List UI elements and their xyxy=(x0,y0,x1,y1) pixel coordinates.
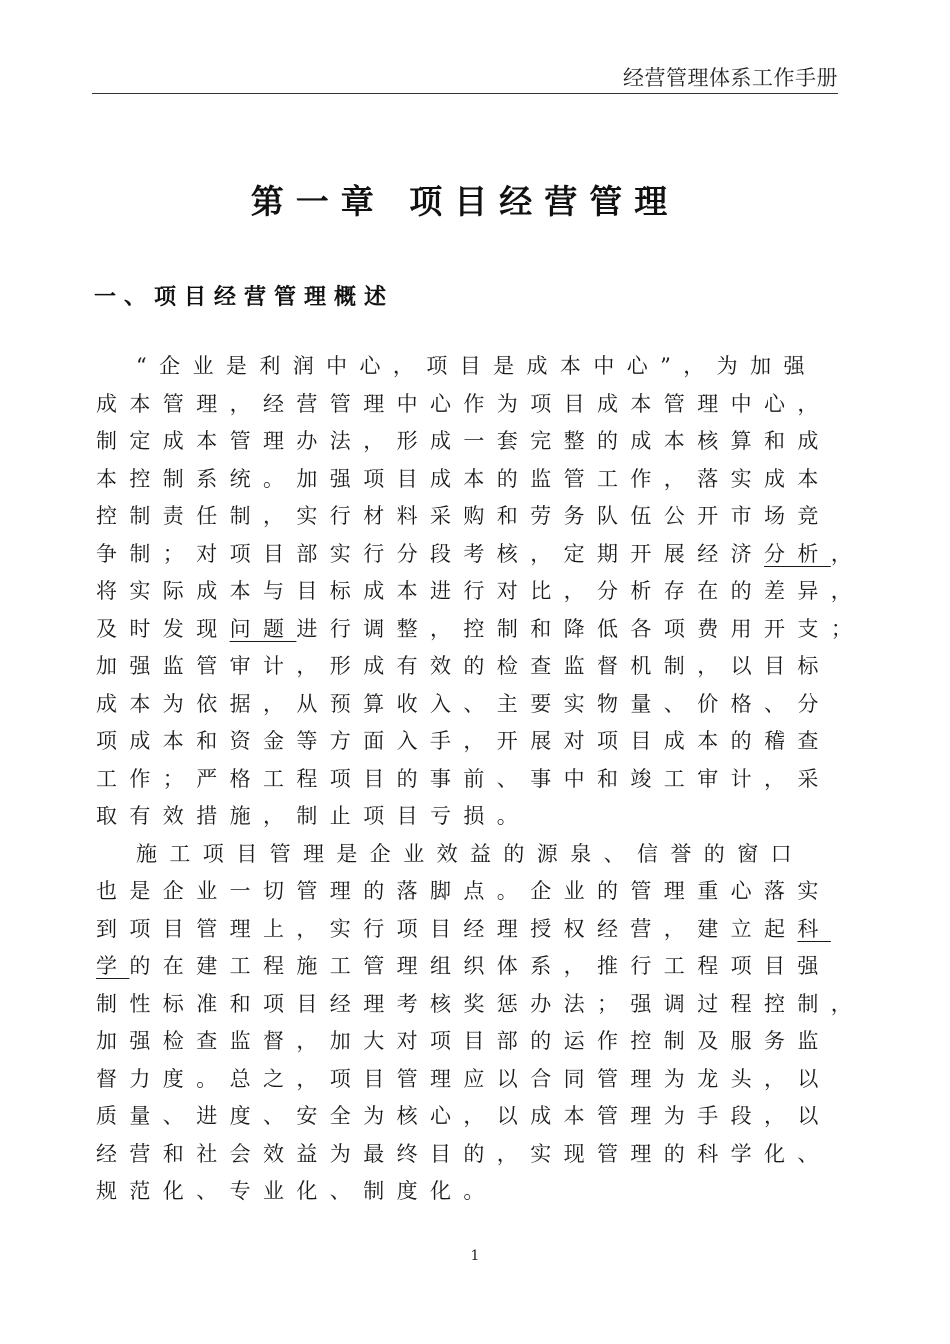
paragraph-line: “企业是利润中心，项目是成本中心”，为加强 xyxy=(136,354,817,378)
paragraph-line: 督力度。总之，项目管理应以合同管理为龙头，以 xyxy=(96,1066,831,1091)
paragraph-line: 将实际成本与目标成本进行对比，分析存在的差异， xyxy=(96,579,865,603)
underlined-term: 分析 xyxy=(764,541,831,566)
underlined-term: 学 xyxy=(96,954,130,978)
paragraph-line: 工作；严格工程项目的事前、事中和竣工审计，采 xyxy=(96,766,831,791)
paragraph-line: 规范化、专业化、制度化。 xyxy=(96,1179,497,1203)
paragraph-line: 成本管理，经营管理中心作为项目成本管理中心， xyxy=(96,391,831,416)
paragraph-line: 施工项目管理是企业效益的源泉、信誉的窗口 xyxy=(136,841,804,866)
body-text xyxy=(96,348,865,1211)
section-title: 一、项目经营管理概述 xyxy=(94,285,395,310)
paragraph-line: 取有效措施，制止项目亏损。 xyxy=(96,804,531,828)
line-text: 进行调整，控制和降低各项费用开支； xyxy=(296,616,865,641)
paragraph-line: 本控制系统。加强项目成本的监管工作，落实成本 xyxy=(96,466,831,491)
paragraph-line: 加强监管审计，形成有效的检查监督机制，以目标 xyxy=(96,654,831,678)
paragraph-line: 项成本和资金等方面入手，开展对项目成本的稽查 xyxy=(96,729,831,753)
paragraph-line: 经营和社会效益为最终目的，实现管理的科学化、 xyxy=(96,1141,831,1166)
paragraph-line: 制性标准和项目经理考核奖惩办法；强调过程控制， xyxy=(96,991,865,1016)
paragraph-line xyxy=(96,911,844,949)
paragraph-line xyxy=(96,948,844,986)
paragraph-line: 控制责任制，实行材料采购和劳务队伍公开市场竞 xyxy=(96,504,831,528)
line-text: 到项目管理上，实行项目经理授权经营，建立起 xyxy=(96,916,798,941)
page-number: 1 xyxy=(470,1248,480,1264)
line-text: 及时发现 xyxy=(96,616,230,641)
paragraph-line: 也是企业一切管理的落脚点。企业的管理重心落实 xyxy=(96,879,831,903)
running-header: 经营管理体系工作手册 xyxy=(623,66,838,90)
paragraph-line xyxy=(96,536,865,574)
paragraph-line: 成本为依据，从预算收入、主要实物量、价格、分 xyxy=(96,691,831,716)
line-text: 争制；对项目部实行分段考核，定期开展经济 xyxy=(96,541,764,566)
underlined-term: 问题 xyxy=(229,616,297,641)
underlined-term: 科 xyxy=(797,916,831,941)
paragraph-line xyxy=(96,611,865,649)
paragraph-line: 加强检查监督，加大对项目部的运作控制及服务监 xyxy=(96,1029,831,1053)
header-rule xyxy=(92,93,838,94)
line-text: ， xyxy=(830,541,865,566)
line-text: 的在建工程施工管理组织体系，推行工程项目强 xyxy=(129,954,831,978)
paragraph-line: 质量、进度、安全为核心，以成本管理为手段，以 xyxy=(96,1104,831,1128)
paragraph-line: 制定成本管理办法，形成一套完整的成本核算和成 xyxy=(96,429,831,453)
chapter-title: 第一章 项目经营管理 xyxy=(250,182,680,221)
